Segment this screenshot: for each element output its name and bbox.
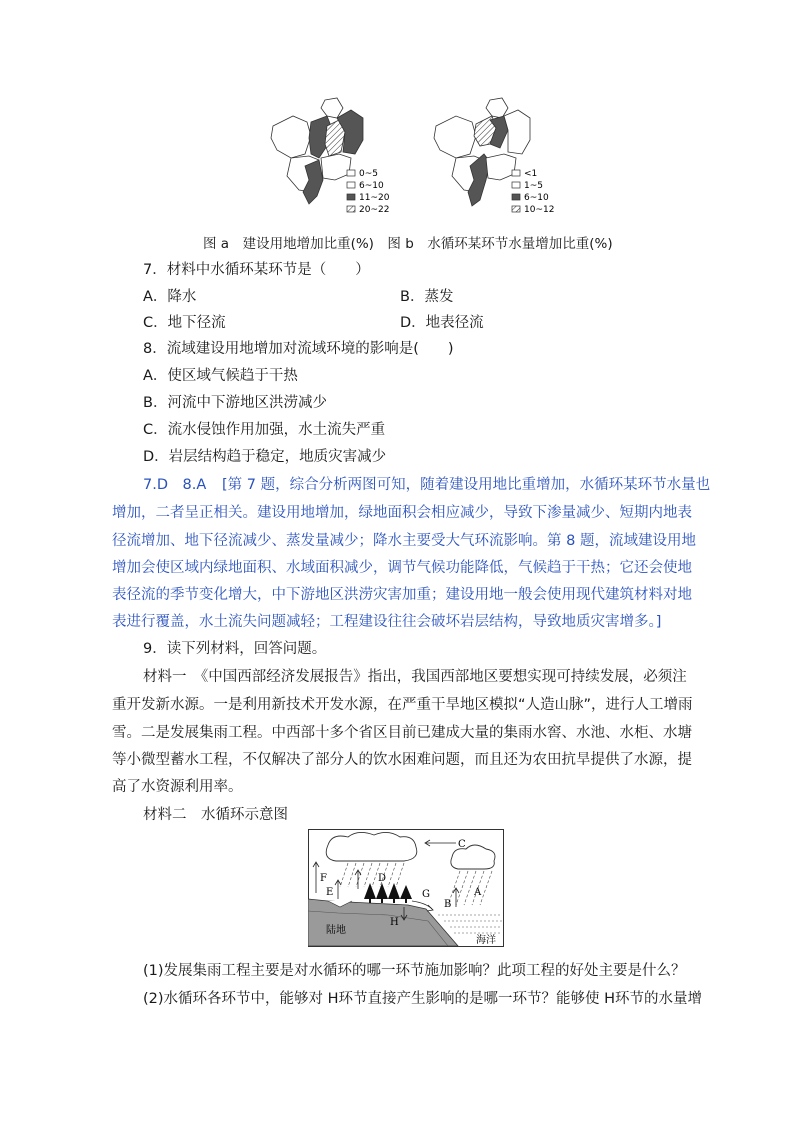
- answer-line-5: 表径流的季节变化增大，中下游地区洪涝灾害加重；建设用地一般会使用现代建筑材料对地: [112, 587, 692, 603]
- label-b: B: [444, 899, 452, 910]
- q9-material1-line-2: 重开发新水源。一是利用新技术开发水源，在严重干旱地区模拟“人造山脉”，进行人工增雨: [112, 697, 693, 713]
- q9-material1-line-1: 材料一 《中国西部经济发展报告》指出，我国西部地区要想实现可持续发展，必须注: [143, 669, 687, 685]
- q7-option-a: A．降水: [143, 289, 197, 305]
- cloud-large: [326, 832, 417, 861]
- map-b-legend-2: 1~5: [524, 181, 543, 191]
- map-a: [265, 96, 395, 221]
- label-land: 陆地: [326, 925, 346, 936]
- answer-line-1: [第 7 题，综合分析两图可知，随着建设用地比重增加，水循环某环节水量也: [222, 477, 711, 493]
- map-b-region-east: [504, 110, 530, 154]
- answer-line-6: 表进行覆盖，水土流失问题减轻；工程建设往往会破坏岩层结构，导致地质灾害增多。]: [112, 614, 662, 630]
- map-b-legend: [512, 169, 554, 215]
- map-a-region-north: [321, 98, 343, 118]
- q9-material1-line-3: 雪。二是发展集雨工程。中西部十多个省区目前已建成大量的集雨水窖、水池、水柜、水塘: [112, 725, 692, 741]
- figure-caption: 图 a 建设用地增加比重(%) 图 b 水循环某环节水量增加比重(%): [203, 236, 613, 252]
- map-a-legend-1: 0~5: [359, 169, 378, 179]
- map-a-legend: [347, 169, 390, 215]
- answer-line-4: 增加会使区域内绿地面积、水域面积减少，调节气候功能降低，气候趋于干热；它还会使地: [112, 560, 692, 576]
- q9-material1-line-4: 等小微型蓄水工程，不仅解决了部分人的饮水困难问题，而且还为农田抗旱提供了水源，提: [112, 752, 692, 768]
- map-b-region-west: [434, 116, 476, 158]
- q7-option-d: D．地表径流: [400, 315, 484, 331]
- label-e: E: [326, 887, 334, 898]
- q9-sub1: (1)发展集雨工程主要是对水循环的哪一环节施加影响？此项工程的好处主要是什么？: [143, 963, 686, 979]
- q8-stem: 8．流域建设用地增加对流域环境的影响是( ): [143, 341, 454, 357]
- label-c: C: [458, 839, 466, 850]
- q8-option-a: A．使区域气候趋于干热: [143, 368, 298, 384]
- q8-option-b: B．河流中下游地区洪涝减少: [143, 395, 327, 411]
- q8-option-c: C．流水侵蚀作用加强，水土流失严重: [143, 422, 386, 438]
- label-d: D: [378, 873, 387, 884]
- answer-line-2: 增加，二者呈正相关。建设用地增加，绿地面积会相应减少，导致下渗量减少、短期内地表: [112, 505, 692, 521]
- q8-option-d: D．岩层结构趋于稳定，地质灾害减少: [143, 449, 387, 465]
- label-f: F: [320, 873, 327, 884]
- map-a-region-southeast: [321, 154, 351, 180]
- label-g: G: [422, 889, 430, 900]
- map-a-legend-4: 20~22: [359, 205, 390, 215]
- map-b-region-north: [486, 98, 508, 118]
- map-b-legend-4: 10~12: [524, 205, 555, 215]
- q9-material1-line-5: 高了水资源利用率。: [112, 779, 243, 795]
- water-cycle-diagram: [308, 829, 504, 947]
- label-a: A: [474, 887, 482, 898]
- label-ocean: 海洋: [476, 935, 496, 946]
- label-h: H: [390, 917, 399, 928]
- q9-stem: 9．读下列材料，回答问题。: [143, 641, 327, 657]
- q7-option-c: C．地下径流: [143, 315, 226, 331]
- answer-label: 7.D 8.A: [143, 477, 207, 493]
- q7-option-b: B．蒸发: [400, 289, 454, 305]
- map-b-region-southeast: [486, 154, 516, 180]
- q9-material2-title: 材料二 水循环示意图: [143, 807, 288, 823]
- map-b-legend-1: <1: [524, 169, 538, 179]
- map-a-legend-2: 6~10: [359, 181, 384, 191]
- q9-sub2: (2)水循环各环节中，能够对 H环节直接产生影响的是哪一环节？能够使 H环节的水量增: [143, 991, 703, 1007]
- map-b: [428, 96, 568, 221]
- q7-stem: 7．材料中水循环某环节是（ ）: [143, 262, 370, 278]
- answer-line-3: 径流增加、地下径流减少、蒸发量减少；降水主要受大气环流影响。第 8 题，流域建设用地: [112, 533, 696, 549]
- map-a-legend-3: 11~20: [359, 193, 390, 203]
- map-b-legend-3: 6~10: [524, 193, 549, 203]
- map-a-region-west: [271, 116, 311, 158]
